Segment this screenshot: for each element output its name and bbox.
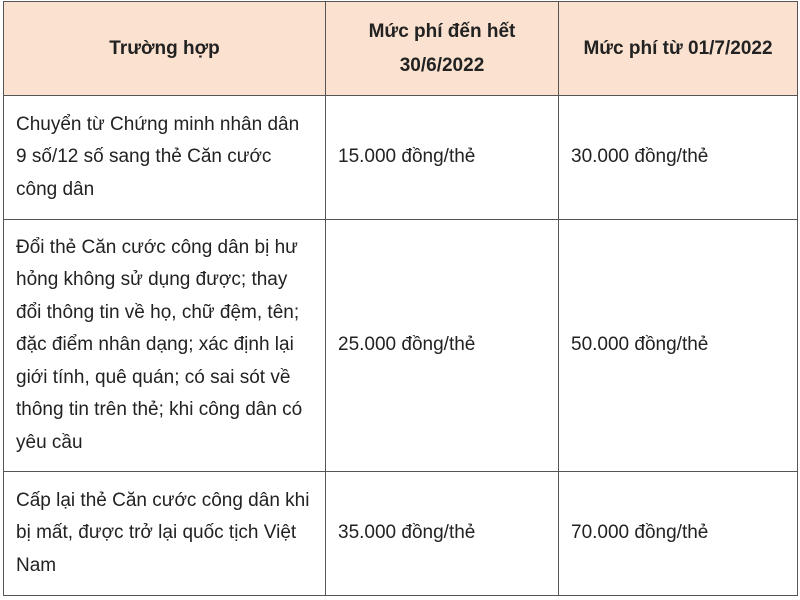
case-cell: Chuyển từ Chứng minh nhân dân 9 số/12 số sang thẻ Căn cước công dân: [4, 96, 326, 220]
table-body: [4, 96, 798, 596]
fee-from-cell: 30.000 đồng/thẻ: [559, 96, 798, 220]
fee-until-cell: 35.000 đồng/thẻ: [326, 472, 559, 596]
table-row: [4, 96, 798, 220]
fee-from-cell: 50.000 đồng/thẻ: [559, 220, 798, 472]
case-cell: Đổi thẻ Căn cước công dân bị hư hỏng không sử dụng được; thay đổi thông tin về họ, chữ đệm, tên; đặc điểm nhân dạng; xác định lại giới tính, quê quán; có sai sót về thông tin trên thẻ; khi công dân có yêu cầu: [4, 220, 326, 472]
header-row: [4, 2, 798, 96]
case-cell: Cấp lại thẻ Căn cước công dân khi bị mất, được trở lại quốc tịch Việt Nam: [4, 472, 326, 596]
table-row: [4, 220, 798, 472]
fee-until-cell: 25.000 đồng/thẻ: [326, 220, 559, 472]
header-fee-from-01-7-2022: Mức phí từ 01/7/2022: [559, 2, 798, 96]
fee-table: [3, 1, 798, 596]
table-row: [4, 472, 798, 596]
header-fee-until-30-6-2022: Mức phí đến hết 30/6/2022: [326, 2, 559, 96]
table-header: [4, 2, 798, 96]
fee-from-cell: 70.000 đồng/thẻ: [559, 472, 798, 596]
header-case: Trường hợp: [4, 2, 326, 96]
fee-until-cell: 15.000 đồng/thẻ: [326, 96, 559, 220]
